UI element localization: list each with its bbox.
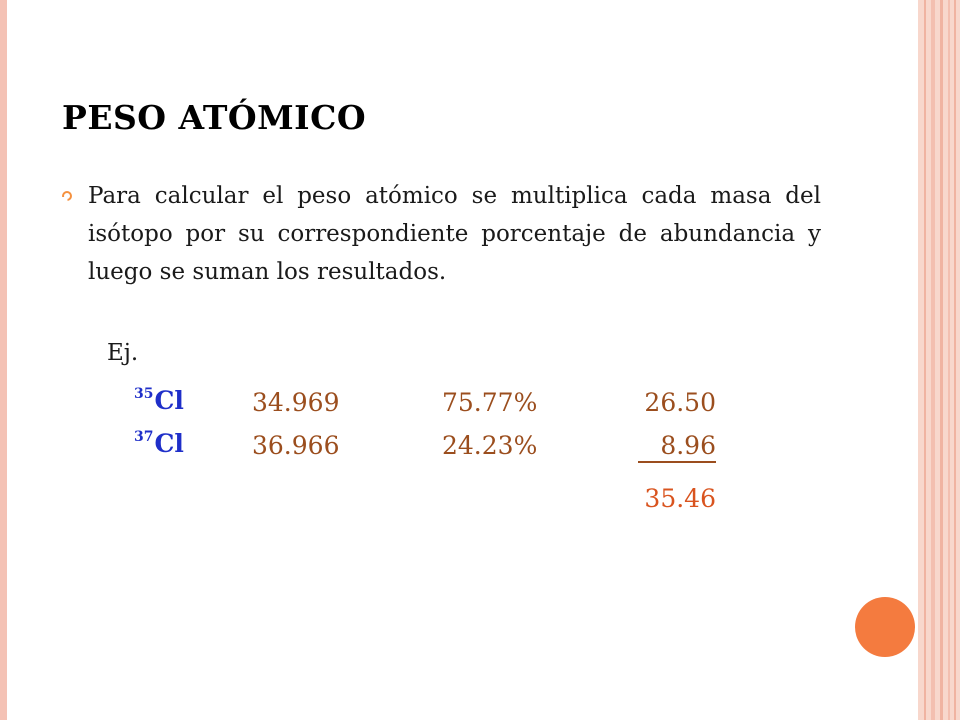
stripe-decoration	[924, 0, 926, 720]
stripe-decoration	[954, 0, 956, 720]
stripe-decoration	[931, 0, 935, 720]
isotope-symbol	[134, 429, 184, 458]
isotope-result	[612, 431, 716, 461]
isotope-result-underlined: 8.96	[638, 431, 716, 463]
stripe-decoration	[940, 0, 943, 720]
weighted-total: 35.46	[644, 484, 716, 513]
isotope-symbol	[134, 386, 184, 415]
element-symbol: Cl	[154, 429, 184, 458]
element-symbol: Cl	[154, 386, 184, 415]
bullet-text: Para calcular el peso atómico se multiplica cada masa del isótopo por su correspondiente porcentaje de abundancia y luego se suman los resultados.	[88, 183, 821, 285]
isotope-mass: 36.966	[252, 431, 340, 460]
example-label: Ej.	[107, 340, 139, 366]
isotope-result: 26.50	[644, 388, 716, 417]
orange-circle-decoration	[855, 597, 915, 657]
isotope-mass: 34.969	[252, 388, 340, 417]
isotope-abundance: 75.77%	[442, 388, 538, 417]
mass-number: 37	[134, 429, 154, 445]
left-border-decoration	[0, 0, 7, 720]
slide-title: PESO ATÓMICO	[62, 98, 367, 137]
bullet-marker-icon	[62, 191, 72, 201]
isotope-abundance: 24.23%	[442, 431, 538, 460]
stripe-decoration	[948, 0, 950, 720]
mass-number: 35	[134, 386, 154, 402]
